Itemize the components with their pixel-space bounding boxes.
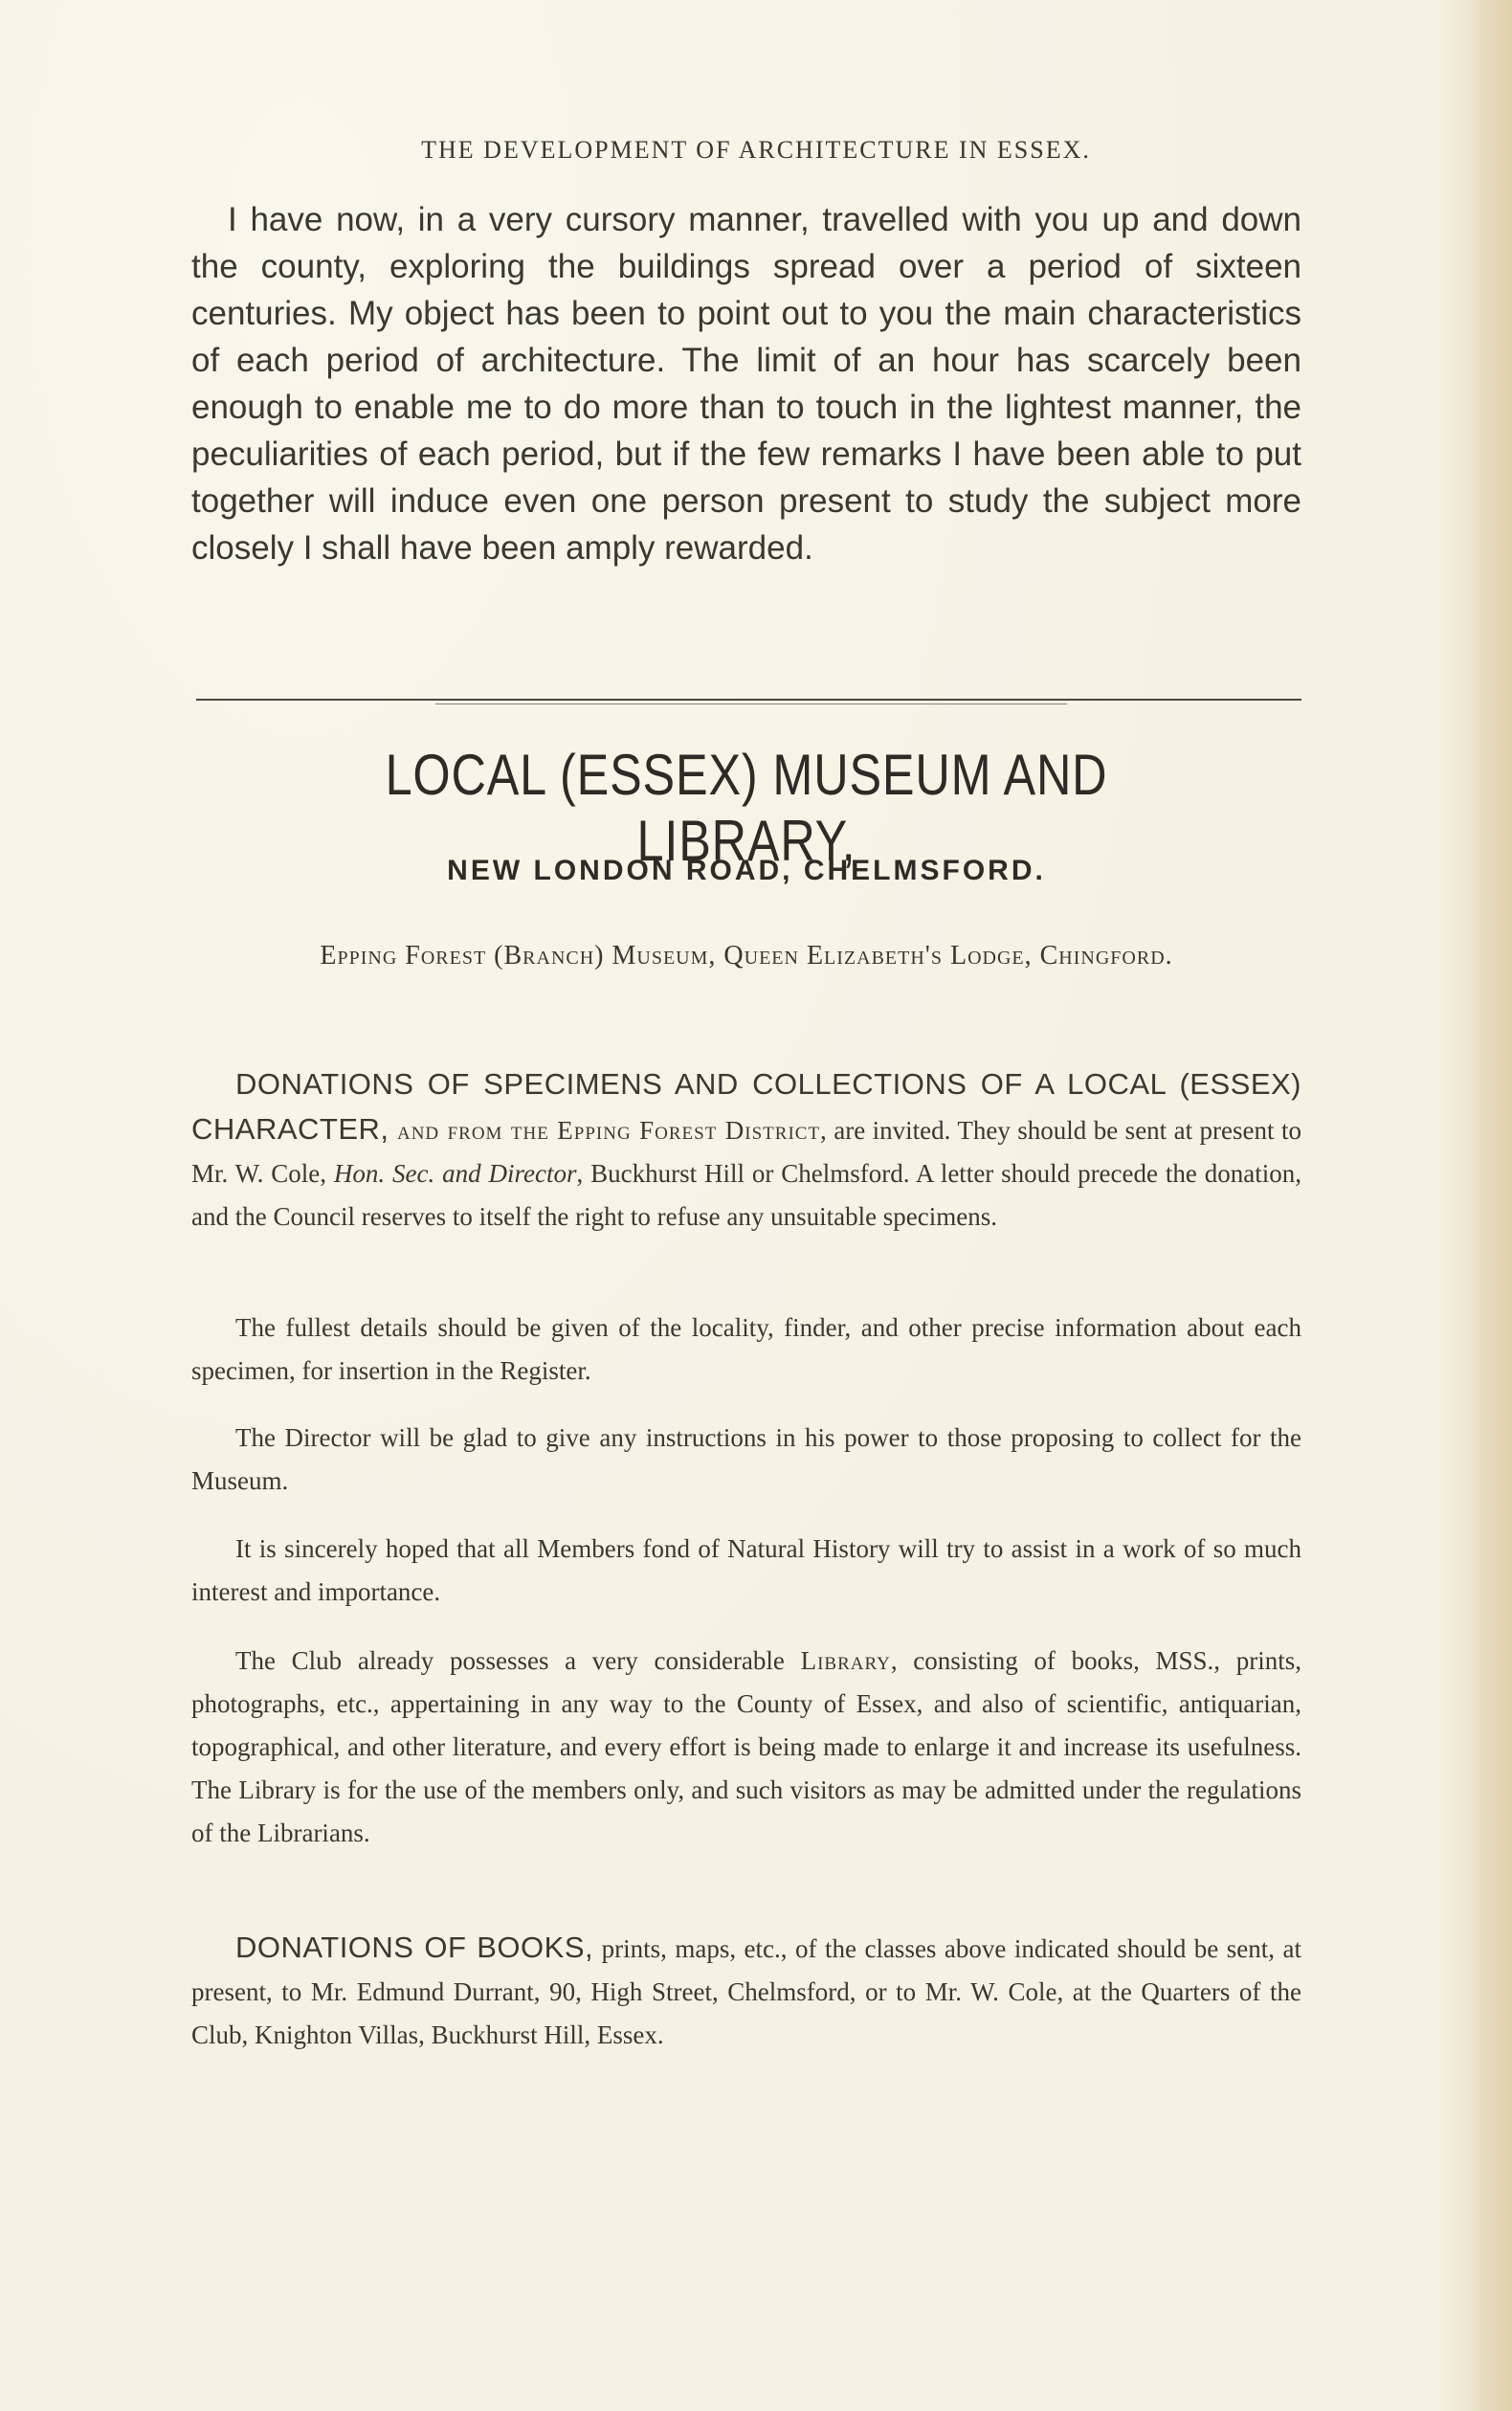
page-edge-discoloration (1464, 0, 1512, 2411)
donations-and-from: and from the (389, 1116, 558, 1145)
lecture-conclusion-paragraph: I have now, in a very cursory manner, travelled with you up and down the county, exploring the buildings spread over a period of sixteen centuries. My object has been to point out to you the main characteristics of each period of architecture. The limit of an hour has scarcely been enough to enable me to do more than to touch in the lightest manner, the peculiarities of each period, but if the few remarks I have been able to put together will induce even one person present to study the subject more closely I shall have been amply rewarded. (191, 201, 1301, 567)
donations-invited: , are invited. They should be sent at present to Mr. W. Cole, (191, 1116, 1301, 1188)
members-paragraph: It is sincerely hoped that all Members fond of Natural History will try to assist in a work of so much interest and importance. (191, 1534, 1301, 1606)
book-donations-lead: DONATIONS OF BOOKS, (235, 1931, 594, 1964)
donations-rest: , Buckhurst Hill or Chelmsford. A letter should precede the donation, and the Council reserves to itself the right to refuse any unsuitable specimens. (191, 1159, 1301, 1231)
details-paragraph: The fullest details should be given of the locality, finder, and other precise information about each specimen, for insertion in the Register. (191, 1313, 1301, 1385)
running-head: THE DEVELOPMENT OF ARCHITECTURE IN ESSEX. (421, 136, 1091, 164)
section-divider-inner (435, 703, 1067, 704)
branch-museum-line: Epping Forest (Branch) Museum, Queen Elizabeth's Lodge, Chingford. (320, 941, 1173, 971)
library-paragraph (191, 1640, 1301, 1855)
donations-lead: DONATIONS OF SPECIMENS AND COLLECTIONS OF A LOCAL (ESSEX) CHARACTER, (191, 1067, 1301, 1146)
library-rest: , consisting of books, MSS., prints, photographs, etc., appertaining in any way to the County of Essex, and also of scientific, antiquarian, topographical, and other literature, and every effort is being made to enlarge it and increase its usefulness. The Library is for the use of the members only, and such visitors as may be admitted under the regulations of the Librarians. (191, 1646, 1301, 1847)
donations-paragraph (191, 1062, 1301, 1239)
library-word: Library (800, 1646, 891, 1675)
donations-role: Hon. Sec. and Director (333, 1159, 577, 1188)
book-donations-rest: prints, maps, etc., of the classes above indicated should be sent, at present, to Mr. Edmund Durrant, 90, High Street, Chelmsford, or to Mr. W. Cole, at the Quarters of the Club, Knighton Villas, Buckhurst Hill, Essex. (191, 1934, 1301, 2049)
donations-district: Epping Forest District (557, 1116, 821, 1145)
section-divider (196, 699, 1301, 701)
museum-title: LOCAL (ESSEX) MUSEUM AND LIBRARY, (385, 743, 1108, 873)
museum-address: NEW LONDON ROAD, CHELMSFORD. (447, 855, 1046, 886)
director-paragraph: The Director will be glad to give any instructions in his power to those proposing to collect for the Museum. (191, 1423, 1301, 1495)
library-intro: The Club already possesses a very considerable (235, 1646, 801, 1675)
book-donations-paragraph (191, 1926, 1301, 2057)
